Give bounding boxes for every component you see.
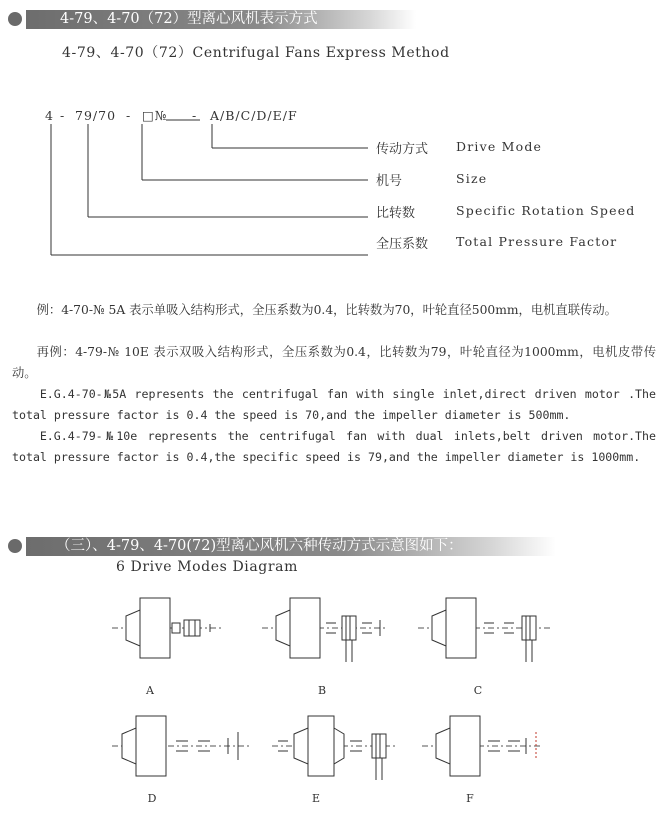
section-band-2 [26, 537, 556, 556]
section-subtitle-1: 4-79、4-70（72）Centrifugal Fans Express Method [62, 45, 450, 61]
diagram-label-f: F [466, 792, 474, 805]
legend-speed-en: Specific Rotation Speed [456, 203, 636, 218]
drive-modes-diagram [0, 590, 670, 818]
diagram-label-d: D [147, 792, 157, 805]
legend-drive-zh: 传动方式 [376, 142, 429, 157]
section-title-1: 4-79、4-70（72）型离心风机表示方式 [60, 11, 318, 27]
example-zh-2 [12, 342, 656, 383]
diagram-label-b: B [317, 684, 327, 697]
drive-mode-d [112, 716, 250, 776]
drive-mode-f [422, 716, 542, 776]
example-zh-2-text: 再例：4-79-№ 10E 表示双吸入结构形式，全压系数为0.4，比转数为79，叶轮直径为1000mm，电机皮带传动。 [12, 345, 656, 380]
section-title-2: （三）、4-79、4-70(72)型离心风机六种传动方式示意图如下： [56, 538, 463, 554]
diagram-label-e: E [311, 792, 321, 805]
legend-drive-en: Drive Mode [456, 139, 543, 154]
code-part-drive: A/B/C/D/E/F [210, 108, 298, 123]
diagram-label-a: A [146, 684, 154, 697]
example-en-2 [12, 426, 656, 467]
drive-mode-c [418, 598, 552, 662]
legend-pressure-en: Total Pressure Factor [456, 234, 618, 249]
code-dash-1: - [60, 108, 66, 123]
code-dash-2: - [126, 108, 132, 123]
diagram-label-c: C [473, 684, 483, 697]
example-zh-1-text: 例：4-70-№ 5A 表示单吸入结构形式，全压系数为0.4，比转数为70，叶轮直径500mm，电机直联传动。 [36, 303, 617, 317]
section-subtitle-2: 6 Drive Modes Diagram [116, 559, 298, 575]
legend-speed-zh: 比转数 [376, 206, 416, 221]
code-part-size: □№ [142, 108, 168, 123]
drive-mode-b [262, 598, 388, 662]
example-en-1 [12, 384, 656, 425]
code-connector-lines [0, 0, 670, 270]
code-part-speed: 79/70 [75, 108, 117, 123]
drive-mode-e [272, 716, 398, 780]
code-part-series: 4 [45, 108, 54, 123]
code-dash-3: - [192, 108, 198, 123]
legend-size-zh: 机号 [376, 174, 403, 189]
example-en-2-text: E.G.4-79-№10e represents the centrifugal fan with dual inlets,belt driven motor.The total pressure factor is 0.4,the specific speed is 79,and the impeller diameter is 1000mm. [12, 429, 656, 464]
legend-pressure-zh: 全压系数 [376, 237, 429, 252]
legend-size-en: Size [456, 171, 488, 186]
bullet-dot-icon [8, 539, 22, 553]
example-en-1-text: E.G.4-70-№5A represents the centrifugal fan with single inlet,direct driven motor .The total pressure factor is 0.4 the speed is 70,and the impeller diameter is 500mm. [12, 387, 656, 422]
drive-mode-a [112, 598, 222, 658]
example-zh-1 [12, 300, 656, 321]
